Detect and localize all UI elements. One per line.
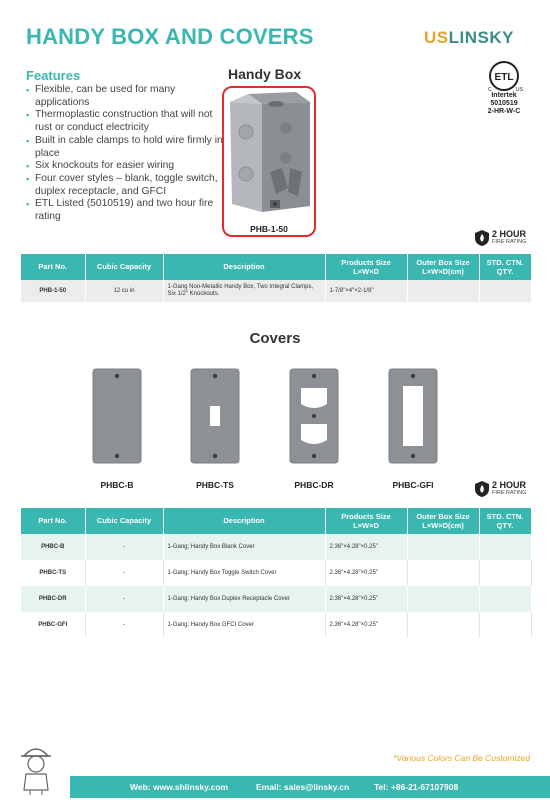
cover-label-duplex-receptacle: PHBC-DR: [294, 480, 334, 490]
table-row: [21, 586, 531, 612]
table-header-row: [21, 254, 531, 280]
header-cubic-capacity: Cubic Capacity: [85, 508, 163, 534]
header-std-ctn-qty: STD. CTN. QTY.: [479, 508, 531, 534]
cell-qty: [479, 534, 531, 560]
header-cubic-capacity: Cubic Capacity: [85, 254, 163, 280]
cell-description: 1-Gang Non-Metallic Handy Box, Two Integral Clamps, Six 1/2" Knockouts.: [163, 280, 325, 302]
etl-listed-icon: [484, 60, 524, 92]
cell-outer-size: [407, 280, 479, 302]
fire-rating-badge: [474, 479, 534, 501]
handy-box-part-code: PHB-1-50: [250, 224, 288, 234]
cover-label-toggle-switch: PHBC-TS: [196, 480, 234, 490]
footer-contact-bar: [70, 776, 550, 798]
mascot-worker-icon: [14, 740, 58, 796]
cell-part-no: PHB-1-50: [21, 280, 85, 302]
cell-part-no: PHBC-DR: [21, 586, 85, 612]
cell-qty: [479, 280, 531, 302]
cell-qty: [479, 612, 531, 638]
rating-sub-text: FIRE RATING: [492, 490, 527, 496]
handy-box-spec-table: [21, 254, 532, 302]
rating-sub-text: FIRE RATING: [492, 239, 527, 245]
fire-shield-icon: [474, 229, 490, 247]
cert-line: 2-HR-W-C: [487, 108, 521, 115]
cell-size: 2.36"×4.28"×0.25": [325, 534, 407, 560]
header-products-size: Products Size L×W×D: [325, 508, 407, 534]
logo-us-text: US: [424, 28, 449, 47]
cover-label-blank: PHBC-B: [100, 480, 134, 490]
etl-certification: [476, 60, 532, 116]
fire-shield-icon: [474, 480, 490, 498]
color-customization-note: *Various Colors Can Be Customized: [393, 753, 530, 763]
covers-heading: Covers: [249, 330, 301, 347]
cell-description: 1-Gang; Handy Box Toggle Switch Cover: [163, 560, 325, 586]
table-row: [21, 560, 531, 586]
footer-phone[interactable]: Tel: +86-21-67107908: [374, 782, 459, 792]
cell-qty: [479, 560, 531, 586]
feature-item: ▪ Built in cable clamps to hold wire firmly in place: [26, 135, 224, 160]
cell-size: 2.36"×4.28"×0.25": [325, 586, 407, 612]
header-outer-box-size: Outer Box Size L×W×D(cm): [407, 254, 479, 280]
cell-description: 1-Gang; Handy Box GFCI Cover: [163, 612, 325, 638]
feature-item: ▪ Six knockouts for easier wiring: [26, 160, 224, 173]
header-part-no: Part No.: [21, 508, 85, 534]
brand-logo: [424, 28, 514, 48]
etl-mark-text: ETL: [494, 72, 514, 83]
cell-size: 2.36"×4.28"×0.25": [325, 612, 407, 638]
header-std-ctn-qty: STD. CTN. QTY.: [479, 254, 531, 280]
cell-outer-size: [407, 586, 479, 612]
table-row: [21, 280, 531, 302]
feature-item: ▪ ETL Listed (5010519) and two hour fire rating: [26, 198, 224, 223]
cell-part-no: PHBC-B: [21, 534, 85, 560]
cell-outer-size: [407, 534, 479, 560]
svg-text:C: C: [488, 87, 492, 92]
covers-spec-table: [21, 508, 532, 638]
cell-capacity: -: [85, 534, 163, 560]
blank-cover-image: [92, 368, 142, 464]
cell-capacity: 12 cu in: [85, 280, 163, 302]
table-header-row: [21, 508, 531, 534]
rating-main-text: 2 HOUR: [492, 480, 527, 490]
gfci-cover-image: [388, 368, 438, 464]
logo-rest-text: LINSKY: [448, 28, 514, 47]
rating-main-text: 2 HOUR: [492, 229, 527, 239]
cell-outer-size: [407, 560, 479, 586]
features-heading: Features: [26, 68, 81, 83]
footer-website[interactable]: Web: www.shlinsky.com: [130, 782, 229, 792]
cell-size: 2.36"×4.28"×0.25": [325, 560, 407, 586]
header-outer-box-size: Outer Box Size L×W×D(cm): [407, 508, 479, 534]
fire-rating-badge: [474, 228, 534, 250]
cell-description: 1-Gang; Handy Box Blank Cover: [163, 534, 325, 560]
cell-capacity: -: [85, 612, 163, 638]
toggle-switch-cover-image: [190, 368, 240, 464]
cert-line: Intertek: [491, 92, 517, 99]
footer-email[interactable]: Email: sales@linsky.cn: [256, 782, 350, 792]
table-row: [21, 534, 531, 560]
cell-capacity: -: [85, 586, 163, 612]
cell-part-no: PHBC-TS: [21, 560, 85, 586]
handy-box-heading: Handy Box: [228, 66, 302, 82]
feature-item: ▪ Four cover styles – blank, toggle switch, duplex receptacle, and GFCI: [26, 173, 224, 198]
handy-box-image: [226, 88, 314, 224]
cert-line: 5010519: [490, 100, 518, 107]
header-part-no: Part No.: [21, 254, 85, 280]
cover-label-gfci: PHBC-GFI: [392, 480, 434, 490]
cell-qty: [479, 586, 531, 612]
feature-item: ▪ Flexible, can be used for many applications: [26, 84, 224, 109]
page-title: HANDY BOX AND COVERS: [26, 24, 314, 49]
feature-item: ▪ Thermoplastic construction that will not rust or conduct electricity: [26, 109, 224, 134]
feature-list: [26, 84, 224, 224]
cell-outer-size: [407, 612, 479, 638]
header-description: Description: [163, 508, 325, 534]
cell-part-no: PHBC-GFI: [21, 612, 85, 638]
table-row: [21, 612, 531, 638]
header-description: Description: [163, 254, 325, 280]
cell-capacity: -: [85, 560, 163, 586]
header-products-size: Products Size L×W×D: [325, 254, 407, 280]
cell-size: 1-7/8"×4"×2-1/8": [325, 280, 407, 302]
duplex-receptacle-cover-image: [289, 368, 339, 464]
cell-description: 1-Gang; Handy Box Duplex Receptacle Cover: [163, 586, 325, 612]
svg-text:US: US: [516, 87, 523, 92]
